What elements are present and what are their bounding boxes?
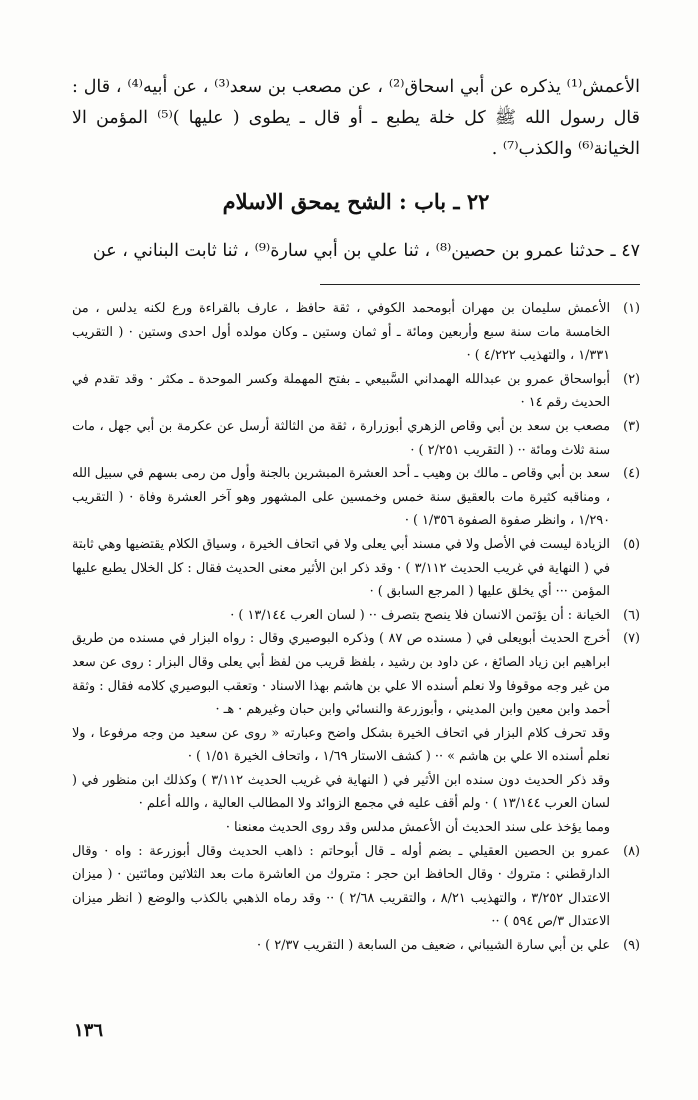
- footnote-paragraph: عمرو بن الحصين العقيلي ـ بضم أوله ـ قال أبوحاتم : ذاهب الحديث وقال أبوزرعة : واه · وقال الدارقطني : متروك · وقال الحافظ ابن حجر : متروك من العاشرة مات بعد الثلاثين ومائتين · ( ميزان الاعتدال ٣/٢٥٢ ، والتهذيب ٨/٢١ ، والتقريب ٢/٦٨ ) ·· وقد رماه الذهبي بالكذب والوضع ( انظر ميزان الاعتدال ٣/ص ٥٩٤ ) ··: [72, 843, 610, 930]
- footnote-body: [72, 462, 610, 533]
- footnote: [72, 368, 640, 415]
- footnote-number: (٣): [623, 418, 640, 434]
- footnote-number: (٢): [623, 371, 640, 387]
- footnote-number: (٦): [623, 607, 640, 623]
- hadith-paragraph: ٤٧ ـ حدثنا عمرو بن حصين⁽⁸⁾ ، ثنا علي بن أبي سارة⁽⁹⁾ ، ثنا ثابت البناني ، عن: [92, 241, 640, 261]
- footnote-paragraph: سعد بن أبي وقاص ـ مالك بن وهيب ـ أحد العشرة المبشرين بالجنة وأول من رمى بسهم في سبيل الله ، ومناقبه كثيرة مات بالعقيق سنة خمس وخمسين على المشهور وهو آخر العشرة وفاة · ( التقريب ١/٢٩٠ ، وانظر صفوة الصفوة ١/٣٥٦ ) ·: [72, 466, 610, 529]
- footnote-body: [72, 533, 610, 604]
- footnote: [72, 462, 640, 533]
- footnote: [72, 297, 640, 368]
- footnote-paragraph: الخيانة : أن يؤتمن الانسان فلا ينصح بتصرف ·· ( لسان العرب ١٣/١٤٤ ) ·: [230, 607, 610, 623]
- footnote-paragraph: وقد ذكر الحديث دون سنده ابن الأثير في ( النهاية في غريب الحديث ٣/١١٢ ) وكذلك ابن منظور في ( لسان العرب ١٣/١٤٤ ) · ولم أقف عليه في مجمع الزوائد ولا المطالب العالية ، والله أعلم ·: [72, 772, 610, 812]
- footnote-paragraph: أخرج الحديث أبويعلى في ( مسنده ص ٨٧ ) وذكره البوصيري وقال : رواه البزار في مسنده من طريق ابراهيم ابن زياد الصائغ ، عن داود بن رشيد ، بلفظ قريب من لفظ أبي يعلى وقال البزار : روى عن سعد من غير وجه موقوفا ولا نعلم أسنده الا علي بن هاشم بهذا الاسناد · وتعقب البوصيري كلامه فقال : وثقة أحمد وابن معين وابن المديني ، وأبوزرعة والنسائي وابن حبان وغيرهم · هـ ·: [72, 631, 610, 718]
- footnote-body: [72, 415, 610, 462]
- footnote-body: [72, 934, 610, 958]
- footnote-number: (٨): [623, 843, 640, 859]
- footnote: [72, 415, 640, 462]
- footnotes: [72, 297, 640, 958]
- page-number: ١٣٦: [74, 1020, 104, 1041]
- footnote-paragraph: وقد تحرف كلام البزار في اتحاف الخيرة بشكل واضح وعبارته « روى عن سعيد من وجه مرفوعا ، ولا نعلم أسنده الا علي بن هاشم » ·· ( كشف الاستار ١/٦٩ ، واتحاف الخيرة ١/٥١ ) ·: [72, 725, 610, 765]
- footnote-body: [72, 297, 610, 368]
- footnote-body: [72, 368, 610, 415]
- footnote-divider: [320, 284, 640, 285]
- intro-paragraph: الأعمش⁽¹⁾ يذكره عن أبي اسحاق⁽²⁾ ، عن مصعب بن سعد⁽³⁾ ، عن أبيه⁽⁴⁾ ، قال : قال رسول الله ﷺ كل خلة يطبع ـ أو قال ـ يطوى ( عليها )⁽⁵⁾ المؤمن الا الخيانة⁽⁶⁾ والكذب⁽⁷⁾ .: [72, 77, 640, 159]
- footnote-number: (٧): [623, 631, 640, 647]
- footnote-paragraph: مصعب بن سعد بن أبي وقاص الزهري أبوزرارة ، ثقة من الثالثة أرسل عن عكرمة بن أبي جهل ، مات سنة ثلاث ومائة ·· ( التقريب ٢/٢٥١ ) ·: [72, 418, 610, 458]
- footnote: [72, 840, 640, 934]
- footnote: [72, 627, 640, 839]
- footnote-body: [72, 627, 610, 839]
- footnote: [72, 604, 640, 628]
- chapter-title: ٢٢ ـ باب : الشح يمحق الاسلام: [222, 189, 490, 214]
- footnote-paragraph: الزيادة ليست في الأصل ولا في مسند أبي يعلى ولا في اتحاف الخيرة ، وسياق الكلام يقتضيها وهي ثابتة في ( النهاية في غريب الحديث ٣/١١٢ ) · وقد ذكر ابن الأثير معنى الحديث فقال : كل الخلال يطبع عليها المؤمن ··· أي يخلق عليها ( المرجع السابق ) ·: [71, 536, 610, 600]
- footnote-body: [72, 604, 610, 628]
- footnote-number: (٩): [623, 938, 640, 954]
- footnote-paragraph: الأعمش سليمان بن مهران أبومحمد الكوفي ، ثقة حافظ ، عارف بالقراءة ورع لكنه يدلس ، من الخامسة مات سنة سبع وأربعين ومائة ـ أو ثمان وستين ـ وكان مولده أول احدى وستين · ( التقريب ١/٣٣١ ، والتهذيب ٤/٢٢٢ ) ·: [72, 301, 610, 364]
- footnote-number: (٤): [623, 466, 640, 482]
- footnote-number: (٥): [623, 536, 640, 552]
- footnote-paragraph: أبواسحاق عمرو بن عبدالله الهمداني السَّبيعي ـ بفتح المهملة وكسر الموحدة ـ مكثر · وقد تقدم في الحديث رقم ١٤ ·: [72, 371, 610, 411]
- footnote-number: (١): [623, 301, 640, 316]
- footnote: [72, 934, 640, 958]
- footnote: [72, 533, 640, 604]
- footnote-paragraph: ومما يؤخذ على سند الحديث أن الأعمش مدلس وقد روى الحديث معنعنا ·: [225, 820, 610, 836]
- footnote-paragraph: علي بن أبي سارة الشيباني ، ضعيف من السابعة ( التقريب ٢/٣٧ ) ·: [257, 938, 610, 954]
- footnote-body: [72, 840, 610, 934]
